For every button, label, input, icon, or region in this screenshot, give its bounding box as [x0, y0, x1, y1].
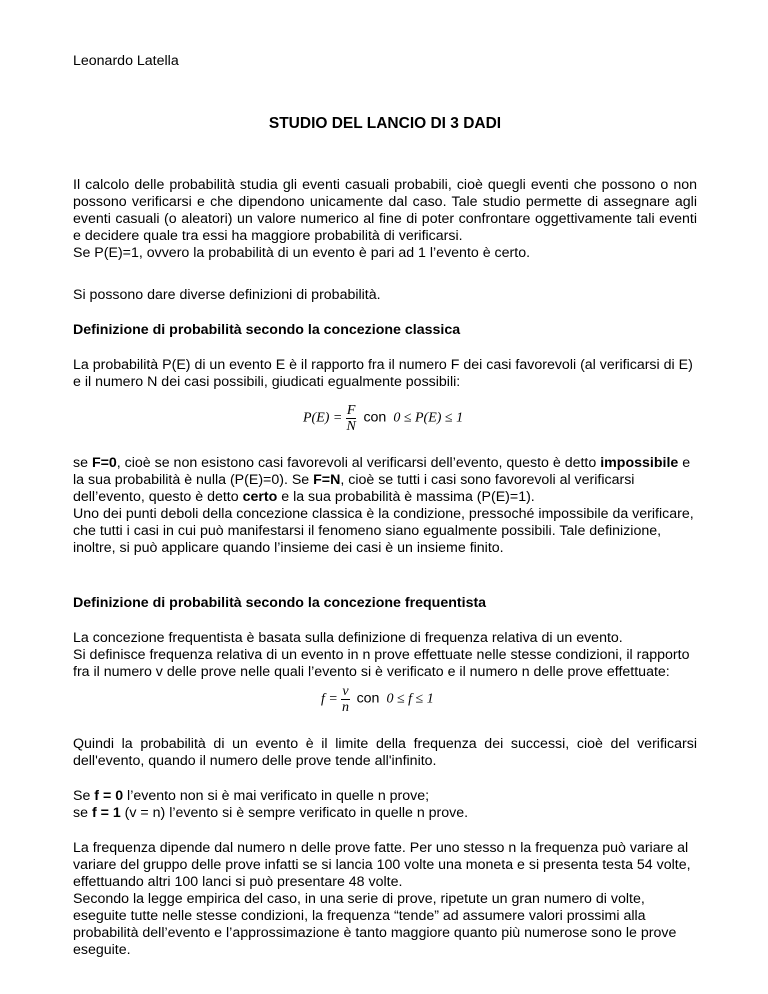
intro-paragraph: [73, 177, 697, 262]
text-segment: se: [73, 805, 92, 821]
formula-numerator: F: [346, 403, 356, 418]
bold-term-fn: F=N: [313, 472, 341, 488]
frequentist-cases: [73, 788, 697, 822]
definitions-intro: Si possono dare diverse definizioni di probabilità.: [73, 287, 381, 303]
text-segment: e la sua probabilità è nulla (P(E)=0). Se: [73, 455, 691, 488]
formula-lhs: f =: [321, 691, 338, 707]
bold-term-f0: F=0: [91, 455, 117, 471]
frequentist-heading: Definizione di probabilità secondo la concezione frequentista: [73, 595, 487, 611]
frequentist-text-2: Si definisce frequenza relativa di un evento in n prove effettuate nelle stesse condizioni, il rapporto fra il numero v delle prove nelle quali l’evento si è verificato e il numero n delle prove effettuate:: [73, 647, 690, 680]
classic-paragraph-2: Uno dei punti deboli della concezione classica è la condizione, pressoché impossibile da verificare, che tutti i casi in cui può manifestarsi il fenomeno siano egualmente possibili. Tale definizione, inoltre, si può applicare quando l’insieme dei casi è un insieme finito.: [73, 506, 694, 556]
intro-certain-text: Se P(E)=1, ovvero la probabilità di un evento è pari ad 1 l’evento è certo.: [73, 245, 531, 261]
text-segment: l’evento non si è mai verificato in quelle n prove;: [123, 788, 430, 804]
formula-lhs: P(E) =: [303, 410, 343, 426]
formula-fraction: [341, 684, 349, 715]
empirical-law-text: Secondo la legge empirica del caso, in una serie di prove, ripetute un gran numero di volte, eseguite tutte nelle stesse condizioni, la frequenza “tende” ad assumere valori prossimi alla probabilità dell’evento e l’approssimazione è tanto maggiore quanto più numerose sono le prove eseguite.: [73, 891, 677, 958]
formula-con: con: [356, 690, 380, 707]
author-name: Leonardo Latella: [73, 53, 179, 69]
formula-numerator: v: [342, 684, 349, 699]
bold-term-impossibile: impossibile: [600, 455, 679, 471]
frequentist-text-1: La concezione frequentista è basata sulla definizione di frequenza relativa di un evento.: [73, 630, 623, 646]
text-segment: (v = n) l’evento si è sempre verificato in quelle n prove.: [120, 805, 469, 821]
formula-range: 0 ≤ f ≤ 1: [386, 691, 434, 707]
formula-fraction: [346, 403, 357, 434]
classic-heading: Definizione di probabilità secondo la concezione classica: [73, 322, 461, 338]
frequentist-final-paragraph: [73, 840, 697, 959]
frequentist-limit-text: Quindi la probabilità di un evento è il limite della frequenza dei successi, cioè del verificarsi dell'evento, quando il numero delle prove tende all'infinito.: [73, 736, 697, 769]
bold-term-certo: certo: [242, 489, 278, 505]
classic-formula: [303, 403, 463, 434]
formula-range: 0 ≤ P(E) ≤ 1: [393, 410, 464, 426]
bold-term-f-one: f = 1: [91, 805, 121, 821]
frequentist-text: [73, 630, 697, 681]
bold-term-f-zero: f = 0: [94, 788, 124, 804]
document-title: STUDIO DEL LANCIO DI 3 DADI: [268, 115, 502, 132]
text-segment: Se: [73, 788, 95, 804]
formula-denominator: n: [341, 700, 349, 715]
text-segment: , cioè se non esistono casi favorevoli al verificarsi dell’evento, questo è detto: [116, 455, 601, 471]
frequency-dependence-text: La frequenza dipende dal numero n delle prove fatte. Per uno stesso n la frequenza può variare al variare del gruppo delle prove infatti se si lancia 100 volte una moneta e si presenta testa 54 volte, effettuando altri 100 lanci si può presentare 48 volte.: [73, 840, 691, 890]
text-segment: se: [73, 455, 92, 471]
formula-con: con: [363, 409, 387, 426]
frequentist-formula: [321, 684, 434, 715]
intro-text: Il calcolo delle probabilità studia gli eventi casuali probabili, cioè quegli eventi che possono o non possono verificarsi e che dipendono unicamente dal caso. Tale studio permette di assegnare agli eventi casuali (o aleatori) un valore numerico al fine di poter confrontare oggettivamente tali eventi e decidere quale tra essi ha maggiore probabilità di verificarsi.: [73, 177, 697, 244]
formula-denominator: N: [346, 419, 356, 434]
text-segment: e la sua probabilità è massima (P(E)=1).: [277, 489, 535, 505]
classic-text: La probabilità P(E) di un evento E è il rapporto fra il numero F dei casi favorevoli (al verificarsi di E) e il numero N dei casi possibili, giudicati egualmente possibili:: [73, 357, 693, 390]
text-segment: , cioè se tutti i casi sono favorevoli al verificarsi dell’evento, questo è detto: [73, 472, 635, 505]
classic-paragraph-1: [73, 455, 697, 557]
